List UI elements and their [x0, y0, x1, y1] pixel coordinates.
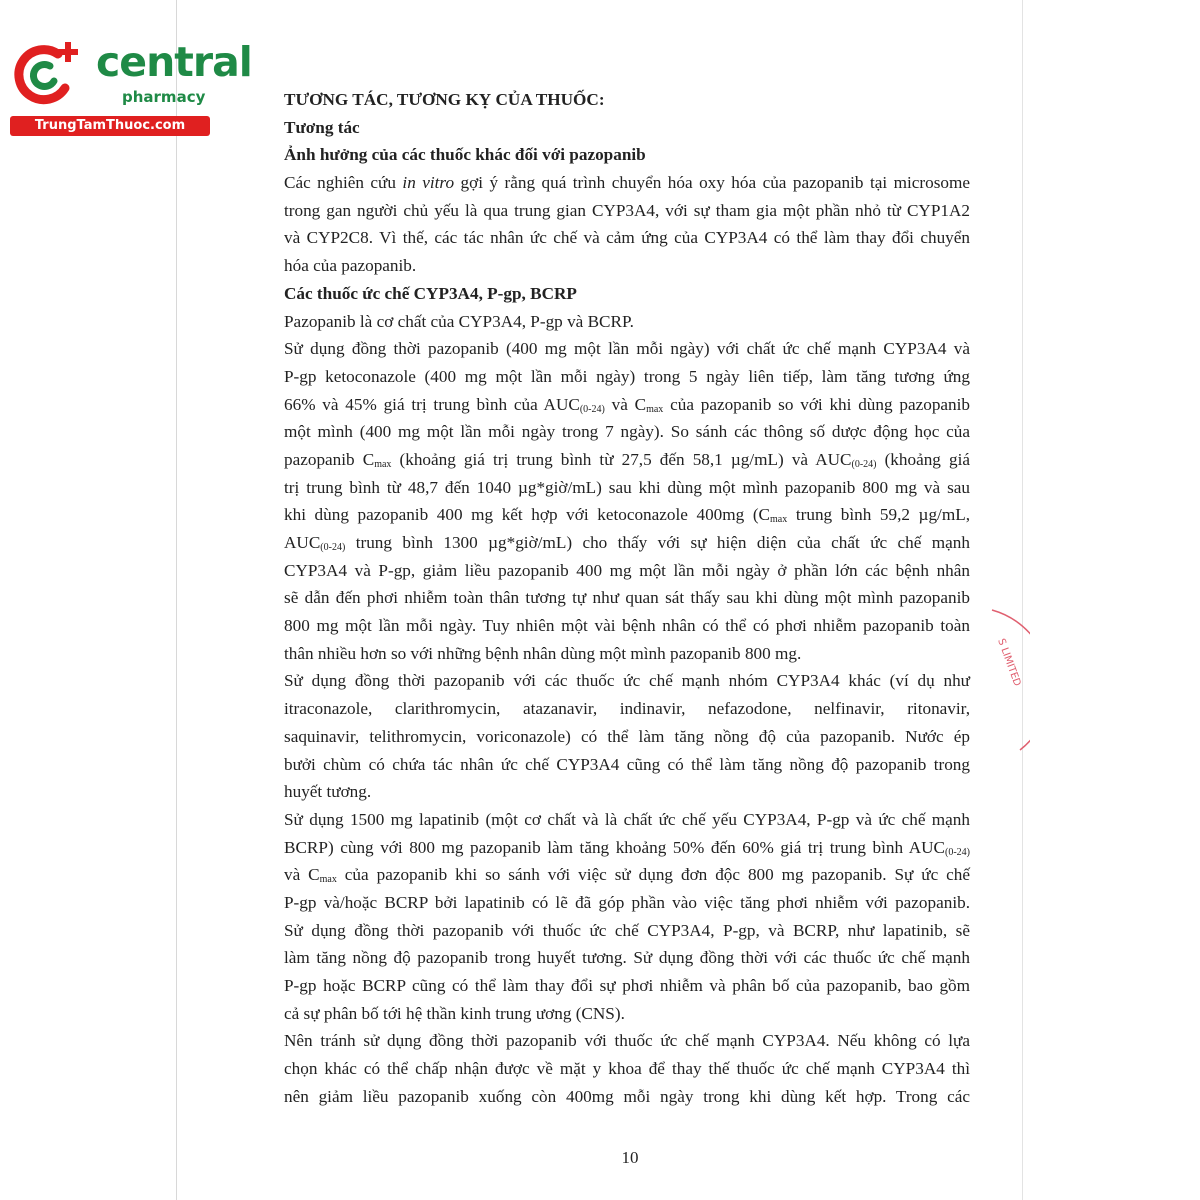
text-segment: gợi ý rằng quá trình chuyển hóa oxy hóa của pazopanib tại microsome [454, 173, 970, 193]
text-line [284, 1000, 970, 1028]
text-segment: 66% và 45% giá trị trung bình của AUC [284, 394, 580, 414]
text-line [284, 308, 970, 336]
subscript: (0-24) [945, 846, 970, 858]
text-line [284, 363, 970, 391]
svg-text:S LIMITED: S LIMITED [995, 637, 1023, 688]
text-segment: trị trung bình từ 48,7 đến 1040 µg*giờ/mL) sau khi dùng một mình pazopanib 800 mg và sau [284, 477, 970, 497]
text-segment: và CYP2C8. Vì thế, các tác nhân ức chế và cảm ứng của CYP3A4 có thể làm thay đổi chuyển [284, 228, 970, 248]
text-line [284, 501, 970, 529]
text-segment: pazopanib C [284, 449, 375, 469]
logo-subtitle: pharmacy [122, 88, 206, 106]
text-segment: (khoảng giá trị trung bình từ 27,5 đến 58,1 µg/mL) và AUC [391, 449, 852, 469]
text-segment: nên giảm liều pazopanib xuống còn 400mg mỗi ngày trong khi dùng kết hợp. Trong các [284, 1086, 970, 1106]
logo-banner: TrungTamThuoc.com [10, 116, 210, 136]
text-line [284, 197, 970, 225]
text-line [284, 667, 970, 695]
subscript: max [646, 403, 664, 415]
text-line [284, 640, 970, 668]
text-segment: BCRP) cùng với 800 mg pazopanib làm tăng khoảng 50% đến 60% giá trị trung bình AUC [284, 837, 945, 857]
text-segment: khi dùng pazopanib 400 mg kết hợp với ketoconazole 400mg (C [284, 505, 771, 525]
subscript: (0-24) [579, 403, 605, 415]
text-segment: itraconazole, clarithromycin, atazanavir, indinavir, nefazodone, nelfinavir, ritonavir, [284, 699, 970, 719]
text-segment: và C [284, 865, 320, 885]
text-line [284, 1055, 970, 1083]
text-line [284, 335, 970, 363]
subscript: (0-24) [320, 542, 346, 553]
text-segment: làm tăng nồng độ pazopanib trong huyết tương. Sử dụng đồng thời với các thuốc ức chế mạnh [284, 948, 970, 968]
text-segment: in vitro [402, 173, 455, 193]
document-body [284, 86, 970, 1110]
text-segment: saquinavir, telithromycin, voriconazole) có thể làm tăng nồng độ của pazopanib. Nước ép [284, 726, 970, 746]
text-segment: trung bình 59,2 µg/mL, [787, 505, 970, 525]
text-segment: Các thuốc ức chế CYP3A4, P-gp, BCRP [284, 283, 577, 303]
text-segment: Sử dụng đồng thời pazopanib với các thuốc ức chế mạnh nhóm CYP3A4 khác (ví dụ như [284, 671, 970, 691]
section-heading [284, 280, 970, 308]
text-segment: bưởi chùm có chứa tác nhân ức chế CYP3A4 cũng có thể làm tăng nồng độ pazopanib trong [284, 754, 970, 774]
text-segment: trung bình 1300 µg*giờ/mL) cho thấy với sự hiện diện của chất ức chế mạnh [345, 533, 970, 552]
text-line [284, 612, 970, 640]
section-heading [284, 114, 970, 142]
text-segment: một mình (400 mg một lần mỗi ngày trong 7 ngày). So sánh các thông số dược động học của [284, 422, 970, 442]
text-segment: hóa của pazopanib. [284, 256, 417, 276]
text-line [284, 751, 970, 779]
text-segment: của pazopanib so với khi dùng pazopanib [663, 394, 971, 414]
text-line [284, 944, 970, 972]
text-segment: 800 mg một lần mỗi ngày. Tuy nhiên một vài bệnh nhân có thể có phơi nhiễm pazopanib toàn [284, 616, 970, 636]
text-line [284, 1083, 970, 1111]
subscript: (0-24) [851, 458, 877, 470]
text-segment: Pazopanib là cơ chất của CYP3A4, P-gp và BCRP. [284, 311, 634, 331]
section-heading [284, 141, 970, 169]
text-line [284, 169, 970, 197]
text-line [284, 584, 970, 612]
text-line [284, 224, 970, 252]
text-line [284, 972, 970, 1000]
text-segment: cả sự phân bố tới hệ thần kinh trung ương (CNS). [284, 1003, 625, 1023]
text-segment: P-gp ketoconazole (400 mg một lần mỗi ngày) trong 5 ngày liên tiếp, làm tăng tương ứng [284, 366, 970, 386]
text-line [284, 723, 970, 751]
subscript: max [319, 874, 337, 886]
text-line [284, 806, 970, 834]
text-segment: Sử dụng 1500 mg lapatinib (một cơ chất và là chất ức chế yếu CYP3A4, P-gp và ức chế mạnh [284, 809, 970, 829]
text-segment: huyết tương. [284, 782, 372, 802]
page-number: 10 [621, 1148, 639, 1167]
page-edge-left [176, 0, 177, 1200]
text-line [284, 391, 970, 419]
text-segment: Nên tránh sử dụng đồng thời pazopanib với thuốc ức chế mạnh CYP3A4. Nếu không có lựa [284, 1031, 970, 1051]
text-segment: P-gp hoặc BCRP cũng có thể làm thay đổi sự phơi nhiễm và phân bố của pazopanib, bao gồm [284, 976, 970, 995]
text-line [284, 446, 970, 474]
text-line [284, 529, 970, 557]
text-segment: (khoảng giá [876, 449, 970, 469]
text-line [284, 474, 970, 502]
text-line [284, 418, 970, 446]
text-segment: Sử dụng đồng thời pazopanib với thuốc ức chế CYP3A4, P-gp, và BCRP, như lapatinib, sẽ [284, 920, 970, 940]
text-segment: Các nghiên cứu [284, 173, 403, 193]
text-segment: AUC [284, 533, 321, 552]
text-line [284, 557, 970, 585]
text-line [284, 917, 970, 945]
text-line [284, 252, 970, 280]
text-segment: sẽ dẫn đến phơi nhiễm toàn thân tương tự như quan sát thấy sau khi dùng một mình pazopanib [284, 588, 970, 608]
left-margin [0, 0, 176, 1200]
text-line [284, 889, 970, 917]
text-line [284, 1027, 970, 1055]
text-segment: và C [604, 394, 647, 414]
text-line [284, 861, 970, 889]
text-segment: Tương tác [284, 117, 360, 137]
central-pharmacy-logo[interactable] [10, 36, 252, 136]
text-segment: Ảnh hưởng của các thuốc khác đối với pazopanib [284, 145, 646, 165]
text-segment: thân nhiều hơn so với những bệnh nhân dùng một mình pazopanib 800 mg. [284, 643, 802, 663]
text-segment: trong gan người chủ yếu là qua trung gian CYP3A4, với sự tham gia một phần nhỏ từ CYP1A2 [284, 200, 970, 220]
company-stamp [990, 600, 1030, 770]
text-line [284, 695, 970, 723]
text-line [284, 778, 970, 806]
text-segment: của pazopanib khi so sánh với việc sử dụng đơn độc 800 mg pazopanib. Sự ức chế [336, 865, 970, 885]
logo-name: central [96, 38, 252, 86]
text-segment: CYP3A4 và P-gp, giảm liều pazopanib 400 mg một lần mỗi ngày ở phần lớn các bệnh nhân [284, 560, 970, 580]
text-segment: Sử dụng đồng thời pazopanib (400 mg một lần mỗi ngày) với chất ức chế mạnh CYP3A4 và [284, 339, 970, 359]
subscript: max [770, 514, 788, 526]
text-segment: P-gp và/hoặc BCRP bởi lapatinib có lẽ đã góp phần vào việc tăng phơi nhiễm với pazopanib. [284, 892, 970, 912]
pharmacy-logo-icon [10, 38, 82, 110]
subscript: max [374, 458, 392, 470]
text-segment: TƯƠNG TÁC, TƯƠNG KỴ CỦA THUỐC: [284, 90, 605, 109]
section-heading [284, 86, 970, 114]
text-line [284, 834, 970, 862]
text-segment: chọn khác có thể chấp nhận được về mặt y khoa để thay thế thuốc ức chế mạnh CYP3A4 thì [284, 1059, 970, 1079]
